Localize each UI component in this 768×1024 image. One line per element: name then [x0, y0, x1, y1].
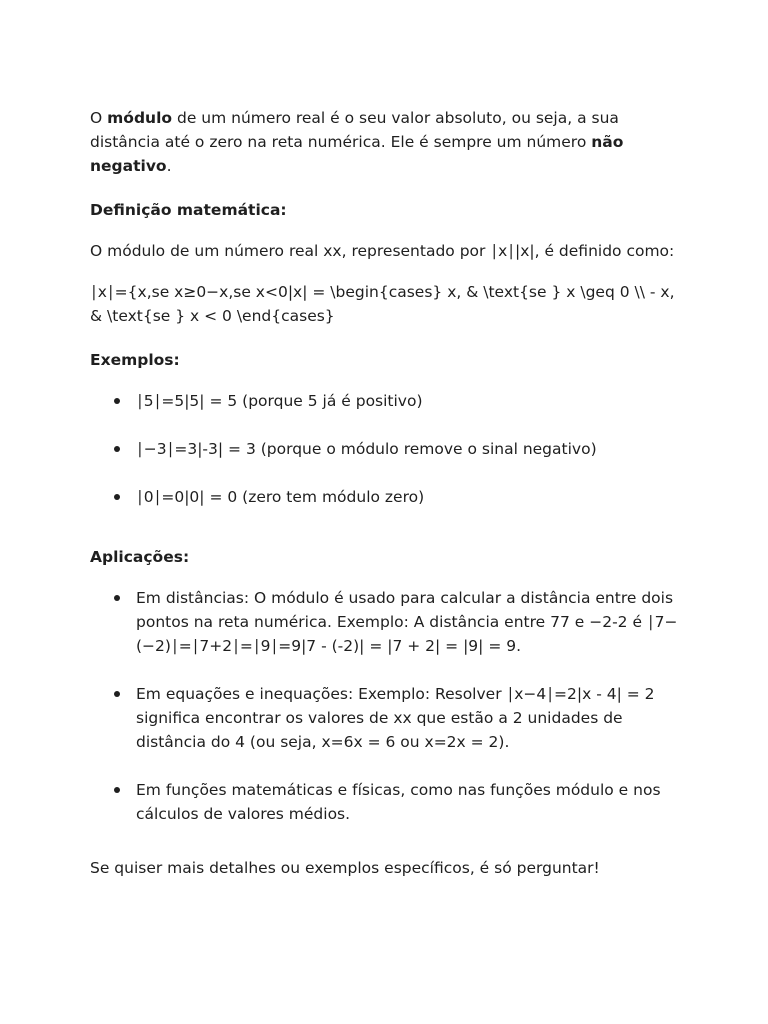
list-item-text: Em distâncias: O módulo é usado para calcular a distância entre dois pontos na reta numérica. Exemplo: A distância entre 77 e −2-2 é ∣7−(−2)∣=∣7+2∣=∣9∣=9|7 - (-2)| = |7 + 2| = |9| = 9.: [136, 589, 678, 655]
list-item-text: Em funções matemáticas e físicas, como nas funções módulo e nos cálculos de valores médios.: [136, 781, 661, 823]
document-body: [90, 106, 690, 880]
bullet-icon: [114, 494, 120, 500]
intro-bold-modulo: módulo: [107, 109, 173, 127]
bullet-icon: [114, 691, 120, 697]
definition-text: O módulo de um número real xx, representado por ∣x∣|x|, é definido como:: [90, 242, 675, 260]
list-item-text: ∣−3∣=3|-3| = 3 (porque o módulo remove o sinal negativo): [136, 440, 597, 458]
bullet-icon: [114, 398, 120, 404]
bullet-icon: [114, 446, 120, 452]
list-item: [90, 778, 690, 826]
intro-paragraph: [90, 106, 690, 178]
applications-list: [90, 586, 690, 826]
list-item: [90, 586, 690, 658]
examples-list: [90, 389, 690, 509]
intro-text: .: [166, 157, 172, 175]
list-item: [90, 485, 690, 509]
applications-heading: Aplicações:: [90, 548, 190, 566]
examples-heading: Exemplos:: [90, 351, 180, 369]
definition-formula: ∣x∣={x,se x≥0−x,se x<0|x| = \begin{cases} x, & \text{se } x \geq 0 \\ - x, & \text{se } x < 0 \end{cases}: [90, 283, 675, 325]
bullet-icon: [114, 595, 120, 601]
list-item: [90, 682, 690, 754]
bullet-icon: [114, 787, 120, 793]
list-item: [90, 437, 690, 461]
intro-text: O: [90, 109, 108, 127]
closing-text: Se quiser mais detalhes ou exemplos específicos, é só perguntar!: [90, 859, 600, 877]
list-item-text: ∣5∣=5|5| = 5 (porque 5 já é positivo): [136, 392, 423, 410]
list-item-text: ∣0∣=0|0| = 0 (zero tem módulo zero): [136, 488, 425, 506]
intro-text: de um número real é o seu valor absoluto, ou seja, a sua distância até o zero na reta numérica. Ele é sempre um número: [90, 109, 619, 151]
intro-bold-nao-negativo: não negativo: [90, 133, 624, 175]
list-item-text: Em equações e inequações: Exemplo: Resolver ∣x−4∣=2|x - 4| = 2 significa encontrar os valores de xx que estão a 2 unidades de distância do 4 (ou seja, x=6x = 6 ou x=2x = 2).: [136, 685, 655, 751]
list-item: [90, 389, 690, 413]
definition-heading: Definição matemática:: [90, 201, 287, 219]
